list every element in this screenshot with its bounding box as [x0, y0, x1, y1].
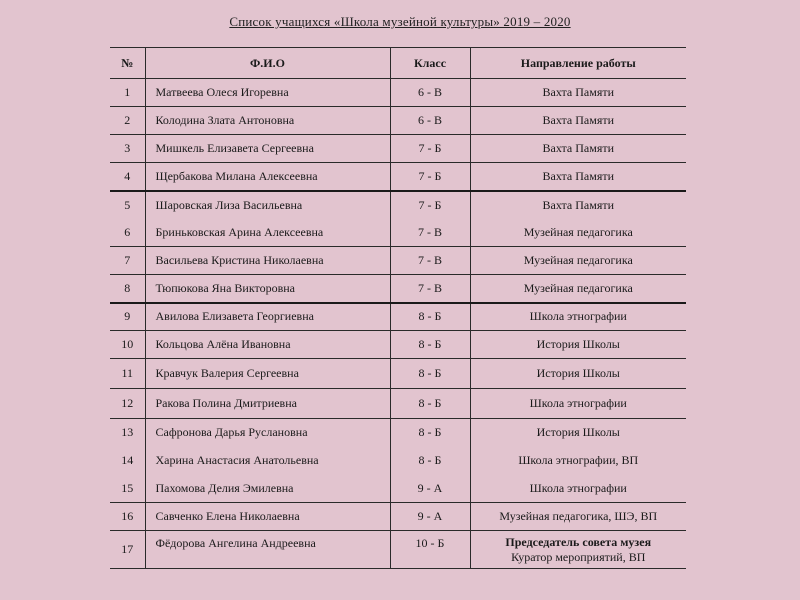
- row-class: 8 - Б: [390, 331, 470, 359]
- row-direction: Музейная педагогика, ШЭ, ВП: [470, 503, 686, 531]
- table-row: [110, 503, 686, 531]
- row-name: Сафронова Дарья Руслановна: [145, 419, 390, 447]
- table-header-row: [110, 48, 686, 79]
- row-class: 7 - В: [390, 219, 470, 247]
- row-num: 4: [110, 163, 145, 191]
- row-num: 10: [110, 331, 145, 359]
- row-name: Пахомова Делия Эмилевна: [145, 475, 390, 503]
- header-name: Ф.И.О: [145, 48, 390, 79]
- row-direction: Школа этнографии: [470, 303, 686, 331]
- row-class: 7 - В: [390, 247, 470, 275]
- row-name: Колодина Злата Антоновна: [145, 107, 390, 135]
- row-num: 14: [110, 447, 145, 475]
- table-row: [110, 107, 686, 135]
- row-class: 7 - Б: [390, 135, 470, 163]
- row-num: 8: [110, 275, 145, 303]
- row-class: 10 - Б: [390, 531, 470, 569]
- row-direction: История Школы: [470, 331, 686, 359]
- row-num: 16: [110, 503, 145, 531]
- row-num: 9: [110, 303, 145, 331]
- students-table: [110, 47, 686, 569]
- row-class: 8 - Б: [390, 303, 470, 331]
- row-name: Кравчук Валерия Сергеевна: [145, 359, 390, 389]
- row-direction: Вахта Памяти: [470, 163, 686, 191]
- table-row: [110, 359, 686, 389]
- row-direction: Музейная педагогика: [470, 247, 686, 275]
- row-name: Щербакова Милана Алексеевна: [145, 163, 390, 191]
- row-direction: Школа этнографии: [470, 389, 686, 419]
- row-class: 6 - В: [390, 79, 470, 107]
- row-name: Ракова Полина Дмитриевна: [145, 389, 390, 419]
- table-row: [110, 447, 686, 475]
- row-direction-sub: Куратор мероприятий, ВП: [511, 549, 646, 564]
- table-row: [110, 475, 686, 503]
- row-num: 7: [110, 247, 145, 275]
- row-direction: Музейная педагогика: [470, 275, 686, 303]
- row-name: Бриньковская Арина Алексеевна: [145, 219, 390, 247]
- row-num: 6: [110, 219, 145, 247]
- table-row: [110, 275, 686, 303]
- row-name: Фёдорова Ангелина Андреевна: [145, 531, 390, 569]
- row-class: 8 - Б: [390, 359, 470, 389]
- row-direction: Вахта Памяти: [542, 197, 615, 212]
- row-num: 1: [110, 79, 145, 107]
- row-direction: [470, 531, 686, 569]
- row-class: 7 - В: [390, 275, 470, 303]
- row-name: Мишкель Елизавета Сергеевна: [145, 135, 390, 163]
- row-class: 7 - Б: [390, 191, 470, 219]
- header-direction: Направление работы: [470, 48, 686, 79]
- row-class: 9 - А: [390, 475, 470, 503]
- row-direction: История Школы: [536, 425, 620, 440]
- table-row: [110, 219, 686, 247]
- row-name: Савченко Елена Николаевна: [145, 503, 390, 531]
- header-class: Класс: [390, 48, 470, 79]
- row-direction: Школа этнографии, ВП: [518, 453, 639, 467]
- row-class: 6 - В: [390, 107, 470, 135]
- row-name: Матвеева Олеся Игоревна: [145, 79, 390, 107]
- row-num: 13: [110, 419, 145, 447]
- row-class: 8 - Б: [390, 447, 470, 475]
- row-class: 8 - Б: [390, 419, 470, 447]
- row-direction: Вахта Памяти: [470, 135, 686, 163]
- page-title: Список учащихся «Школа музейной культуры» 2019 – 2020: [229, 14, 571, 29]
- row-name: Тюпюкова Яна Викторовна: [145, 275, 390, 303]
- row-direction: История Школы: [470, 359, 686, 389]
- row-num: 12: [110, 389, 145, 419]
- header-num: №: [110, 48, 145, 79]
- table-row: [110, 303, 686, 331]
- table-row: [110, 163, 686, 191]
- table-row: [110, 531, 686, 569]
- row-name: Харина Анастасия Анатольевна: [145, 447, 390, 475]
- row-num: 17: [110, 531, 145, 569]
- table-row: [110, 191, 686, 219]
- table-body: [110, 79, 686, 569]
- row-direction-main: Председатель совета музея: [505, 534, 652, 549]
- table-row: [110, 331, 686, 359]
- table-row: [110, 389, 686, 419]
- row-direction: Вахта Памяти: [470, 79, 686, 107]
- row-num: 15: [110, 475, 145, 503]
- row-name: Шаровская Лиза Васильевна: [145, 191, 390, 219]
- row-name: Васильева Кристина Николаевна: [145, 247, 390, 275]
- table-row: [110, 79, 686, 107]
- table-row: [110, 135, 686, 163]
- students-table-container: [110, 47, 686, 569]
- row-name: Авилова Елизавета Георгиевна: [145, 303, 390, 331]
- row-num: 2: [110, 107, 145, 135]
- table-row: [110, 247, 686, 275]
- row-class: 7 - Б: [390, 163, 470, 191]
- table-row: [110, 419, 686, 447]
- row-num: 3: [110, 135, 145, 163]
- row-num: 5: [110, 191, 145, 219]
- row-direction: Вахта Памяти: [470, 107, 686, 135]
- row-name: Кольцова Алёна Ивановна: [145, 331, 390, 359]
- row-direction: Музейная педагогика: [470, 219, 686, 247]
- row-direction: Школа этнографии: [470, 475, 686, 503]
- row-class: 9 - А: [390, 503, 470, 531]
- row-class: 8 - Б: [390, 389, 470, 419]
- row-num: 11: [110, 359, 145, 389]
